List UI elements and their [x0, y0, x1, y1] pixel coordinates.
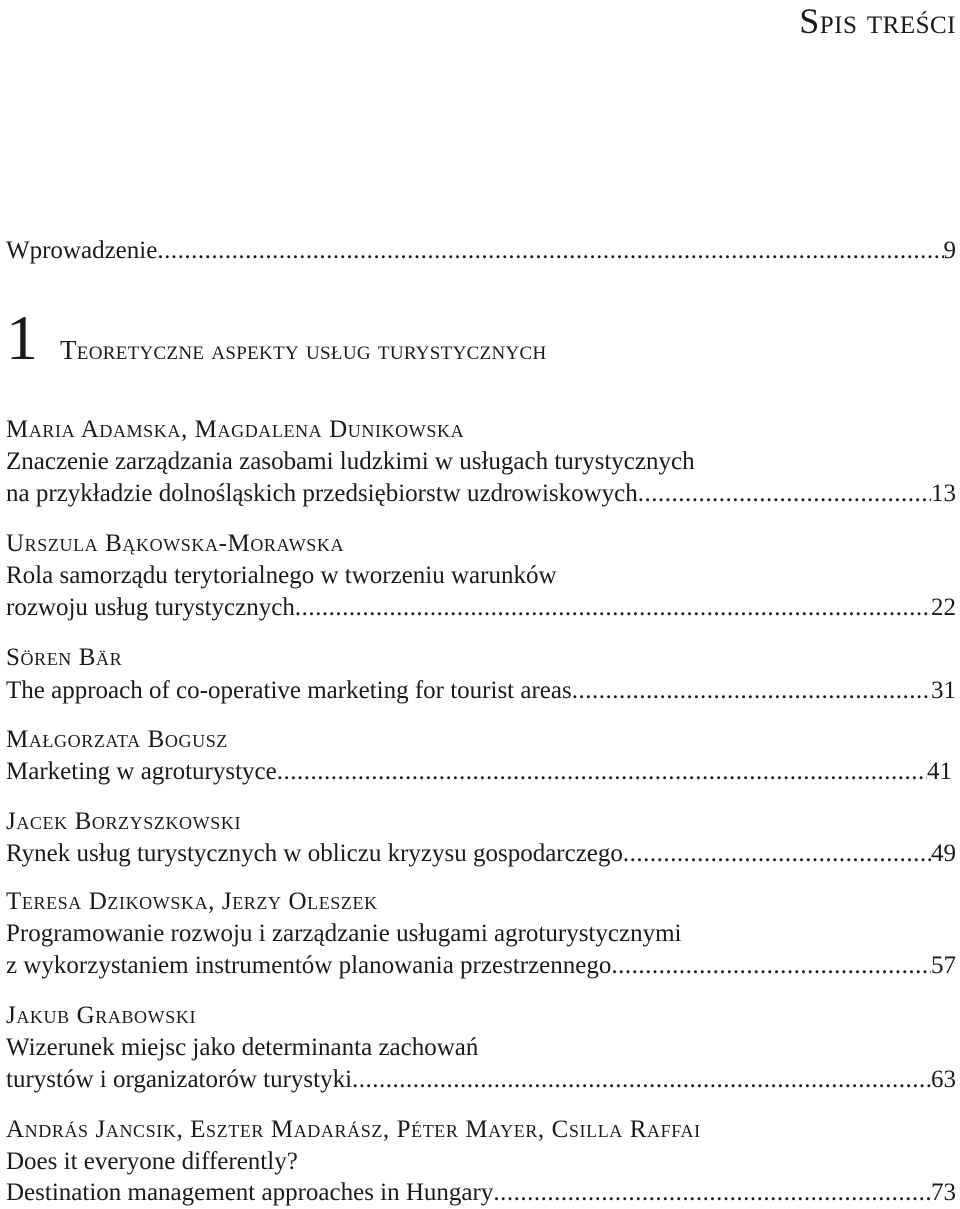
toc-entry[interactable]: [6, 592, 956, 624]
entry-title-line: rozwoju usług turystycznych: [6, 594, 295, 621]
toc-page-number: 41: [927, 758, 952, 785]
leader-dots: [623, 838, 931, 870]
entry-title-line: Destination management approaches in Hungary: [6, 1179, 494, 1206]
entry-title-line: Marketing w agroturystyce: [6, 758, 277, 785]
leader-dots: [611, 950, 931, 982]
toc-page-number: 9: [943, 237, 956, 264]
leader-dots: [493, 1177, 931, 1209]
leader-dots: [295, 592, 931, 624]
entry-authors: Małgorzata Bogusz: [6, 726, 228, 753]
entry-authors: Jakub Grabowski: [6, 1002, 197, 1029]
entry-title-line: turystów i organizatorów turystyki: [6, 1066, 353, 1093]
toc-page-number: 22: [931, 594, 956, 621]
toc-entry-intro[interactable]: [6, 235, 956, 267]
page-heading: Spis treści: [799, 1, 956, 41]
chapter-title: Teoretyczne aspekty usług turystycznych: [60, 335, 547, 365]
toc-entry-title: Wprowadzenie: [6, 237, 158, 264]
entry-authors: Maria Adamska, Magdalena Dunikowska: [6, 416, 465, 443]
entry-authors: Jacek Borzyszkowski: [6, 808, 242, 835]
entry-title-line: z wykorzystaniem instrumentów planowania przestrzennego: [6, 952, 612, 979]
leader-dots: [157, 235, 943, 267]
toc-page-number: 73: [931, 1179, 956, 1206]
toc-entry[interactable]: [6, 950, 956, 982]
entry-authors: Sören Bär: [6, 644, 123, 671]
toc-entry[interactable]: [6, 675, 956, 707]
chapter-number: 1: [6, 302, 38, 373]
entry-authors: Teresa Dzikowska, Jerzy Oleszek: [6, 888, 378, 915]
toc-page-number: 13: [931, 480, 956, 507]
toc-entry[interactable]: [6, 1064, 956, 1096]
entry-authors: Urszula Bąkowska-Morawska: [6, 530, 345, 557]
chapter-heading: [6, 300, 547, 376]
leader-dots: [352, 1064, 931, 1096]
entry-title-line[interactable]: Rola samorządu terytorialnego w tworzeniu warunków: [6, 562, 557, 589]
toc-entry[interactable]: [6, 478, 956, 510]
entry-title-line[interactable]: Does it everyone differently?: [6, 1148, 298, 1175]
toc-page-number: 31: [931, 677, 956, 704]
toc-entry[interactable]: [6, 1177, 956, 1209]
entry-title-line: Rynek usług turystycznych w obliczu kryzysu gospodarczego: [6, 840, 623, 867]
toc-entry[interactable]: [6, 756, 952, 788]
entry-title-line[interactable]: Programowanie rozwoju i zarządzanie usługami agroturystycznymi: [6, 920, 682, 947]
toc-page-number: 63: [931, 1066, 956, 1093]
entry-title-line: The approach of co-operative marketing for tourist areas: [6, 677, 572, 704]
entry-title-line: na przykładzie dolnośląskich przedsiębiorstw uzdrowiskowych: [6, 480, 638, 507]
leader-dots: [638, 478, 931, 510]
toc-entry[interactable]: [6, 838, 956, 870]
entry-authors: András Jancsik, Eszter Madarász, Péter Mayer, Csilla Raffai: [6, 1116, 701, 1143]
entry-title-line[interactable]: Znaczenie zarządzania zasobami ludzkimi w usługach turystycznych: [6, 448, 695, 475]
entry-title-line[interactable]: Wizerunek miejsc jako determinanta zachowań: [6, 1034, 479, 1061]
toc-page-number: 49: [931, 840, 956, 867]
toc-page-number: 57: [931, 952, 956, 979]
leader-dots: [277, 756, 927, 788]
leader-dots: [572, 675, 931, 707]
